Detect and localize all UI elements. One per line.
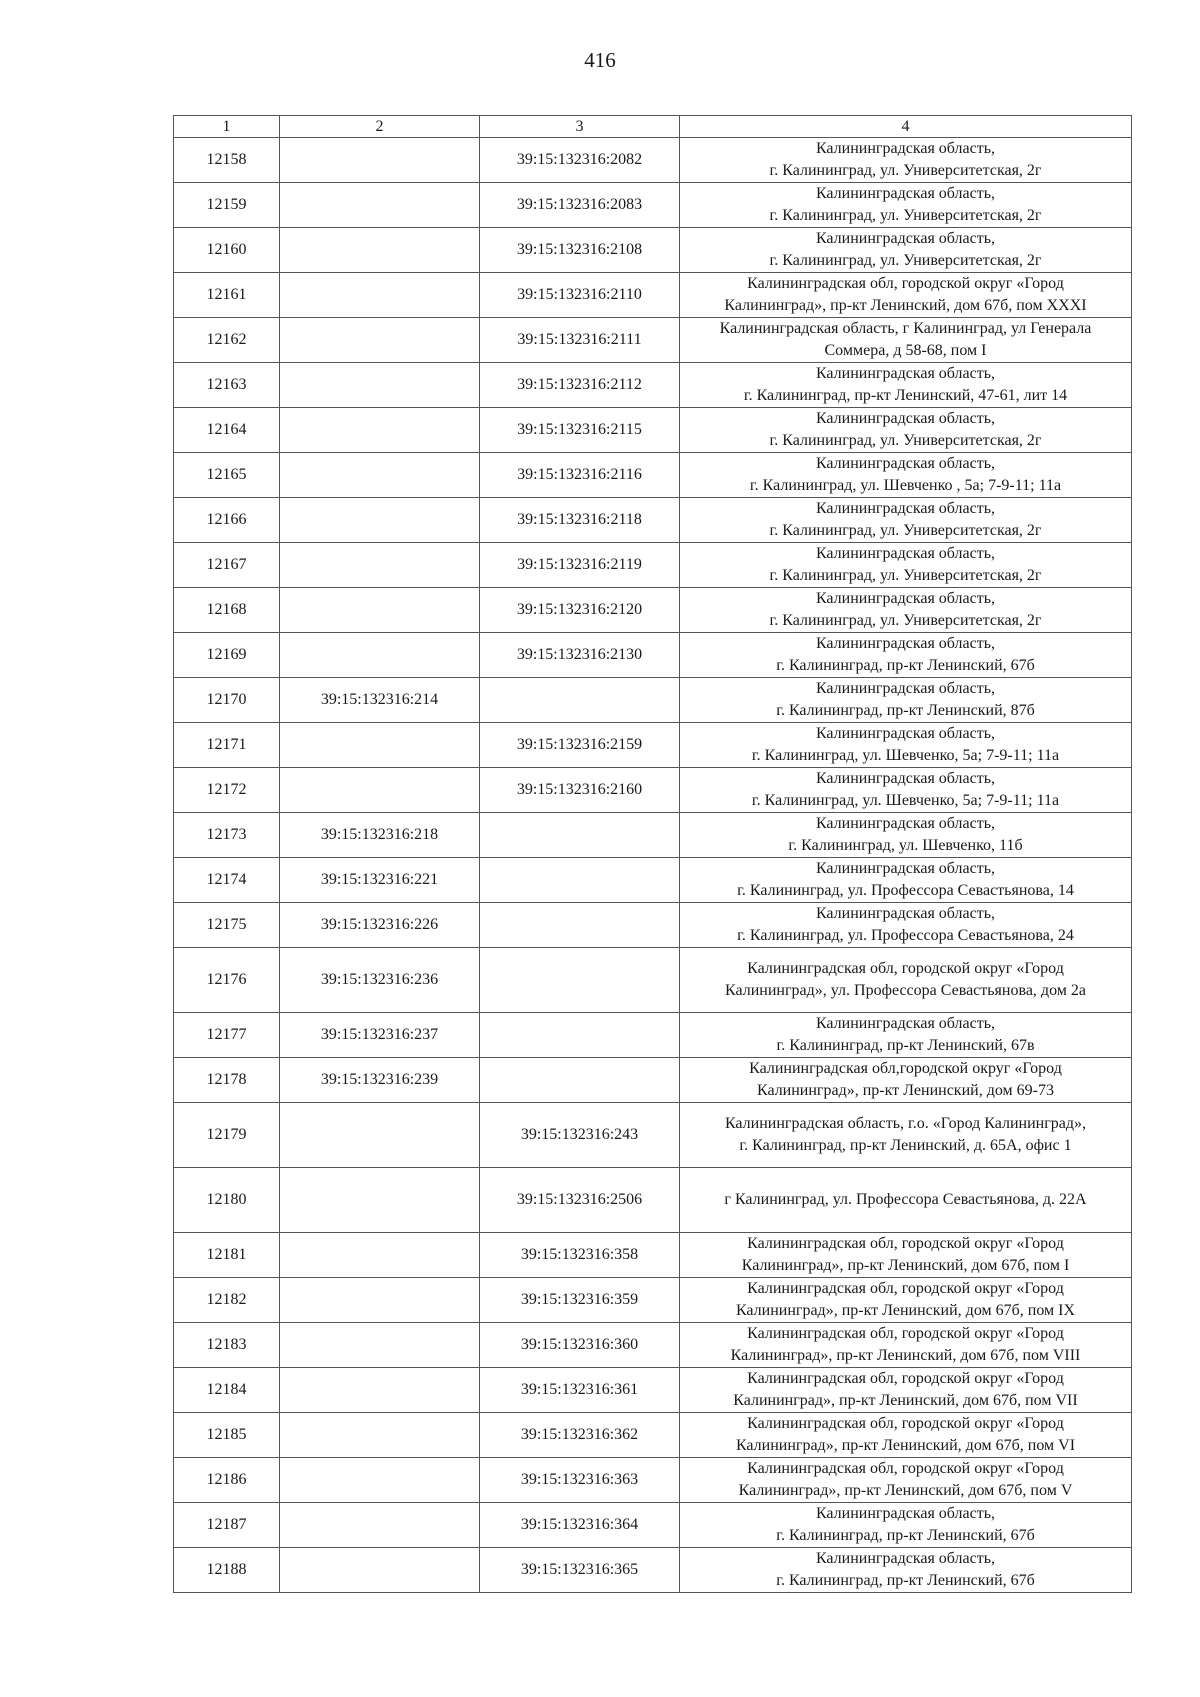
- cell-address: [680, 228, 1132, 273]
- table-row: [174, 1058, 1132, 1103]
- cell-address: [680, 498, 1132, 543]
- table-row: [174, 858, 1132, 903]
- cell-number: 12164: [174, 408, 280, 453]
- cell-cadastral-number-2: [280, 543, 480, 588]
- table-row: [174, 588, 1132, 633]
- cell-cadastral-number-2: [280, 1103, 480, 1168]
- address-line: Калининград», пр-кт Ленинский, дом 67б, пом VIII: [730, 1347, 1081, 1364]
- cell-address: [680, 138, 1132, 183]
- cell-cadastral-number-3: 39:15:132316:2082: [480, 138, 680, 183]
- cell-cadastral-number-3: 39:15:132316:365: [480, 1548, 680, 1593]
- address-line: г. Калининград, ул. Шевченко, 5а; 7-9-11; 11а: [751, 792, 1060, 809]
- cell-number: 12158: [174, 138, 280, 183]
- table-row: [174, 948, 1132, 1013]
- table-row: [174, 1503, 1132, 1548]
- cell-address: [680, 858, 1132, 903]
- cell-cadastral-number-3: 39:15:132316:360: [480, 1323, 680, 1368]
- address-line: г. Калининград, ул. Университетская, 2г: [769, 162, 1042, 179]
- cell-address: [680, 543, 1132, 588]
- cell-address: [680, 1503, 1132, 1548]
- cell-cadastral-number-2: 39:15:132316:218: [280, 813, 480, 858]
- cell-cadastral-number-3: 39:15:132316:2118: [480, 498, 680, 543]
- table-row: [174, 903, 1132, 948]
- cell-cadastral-number-2: [280, 1548, 480, 1593]
- table-row: [174, 273, 1132, 318]
- cell-number: 12187: [174, 1503, 280, 1548]
- table-row: [174, 768, 1132, 813]
- registry-table: [173, 115, 1132, 1593]
- cell-cadastral-number-2: 39:15:132316:239: [280, 1058, 480, 1103]
- address-line: Калининград», пр-кт Ленинский, дом 67б, пом VI: [735, 1437, 1076, 1454]
- cell-cadastral-number-2: [280, 1278, 480, 1323]
- address-line: Калининградская область,: [815, 860, 996, 877]
- cell-cadastral-number-2: 39:15:132316:236: [280, 948, 480, 1013]
- cell-cadastral-number-2: [280, 273, 480, 318]
- cell-number: 12170: [174, 678, 280, 723]
- cell-cadastral-number-3: 39:15:132316:2112: [480, 363, 680, 408]
- address-line: Калининградская область,: [815, 1015, 996, 1032]
- header-col-1: 1: [174, 116, 280, 138]
- address-line: г. Калининград, ул. Профессора Севастьянова, 14: [737, 882, 1074, 899]
- cell-cadastral-number-2: [280, 1413, 480, 1458]
- header-col-4: 4: [680, 116, 1132, 138]
- address-line: Калининградская обл, городской округ «Город: [747, 1235, 1064, 1252]
- table-row: [174, 498, 1132, 543]
- cell-cadastral-number-3: 39:15:132316:363: [480, 1458, 680, 1503]
- cell-cadastral-number-2: [280, 183, 480, 228]
- cell-cadastral-number-3: 39:15:132316:2160: [480, 768, 680, 813]
- cell-address: [680, 1278, 1132, 1323]
- address-line: г. Калининград, пр-кт Ленинский, 47-61, лит 14: [743, 387, 1068, 404]
- cell-cadastral-number-2: [280, 723, 480, 768]
- cell-cadastral-number-2: 39:15:132316:226: [280, 903, 480, 948]
- table-row: [174, 1413, 1132, 1458]
- cell-number: 12168: [174, 588, 280, 633]
- cell-number: 12160: [174, 228, 280, 273]
- table-row: [174, 363, 1132, 408]
- cell-address: [680, 273, 1132, 318]
- address-line: Калининградская область, г.о. «Город Калининград»,: [724, 1115, 1087, 1132]
- address-line: г. Калининград, ул. Университетская, 2г: [769, 252, 1042, 269]
- address-line: г. Калининград, ул. Университетская, 2г: [769, 207, 1042, 224]
- cell-number: 12177: [174, 1013, 280, 1058]
- address-line: Калининградская обл,городской округ «Город: [749, 1060, 1062, 1077]
- cell-cadastral-number-3: 39:15:132316:359: [480, 1278, 680, 1323]
- address-line: Соммера, д 58-68, пом I: [824, 342, 987, 359]
- address-line: г. Калининград, ул. Шевченко , 5а; 7-9-11; 11а: [749, 477, 1062, 494]
- address-line: Калининградская обл, городской округ «Город: [747, 1415, 1064, 1432]
- address-line: г. Калининград, ул. Университетская, 2г: [769, 612, 1042, 629]
- address-line: Калининградская область,: [815, 1550, 996, 1567]
- table-row: [174, 723, 1132, 768]
- table-row: [174, 1323, 1132, 1368]
- cell-address: [680, 903, 1132, 948]
- cell-address: [680, 318, 1132, 363]
- address-line: Калининградская область,: [815, 140, 996, 157]
- cell-cadastral-number-2: [280, 1168, 480, 1233]
- cell-cadastral-number-3: 39:15:132316:2159: [480, 723, 680, 768]
- cell-number: 12179: [174, 1103, 280, 1168]
- address-line: Калининградская область,: [815, 500, 996, 517]
- cell-cadastral-number-2: [280, 318, 480, 363]
- cell-number: 12184: [174, 1368, 280, 1413]
- cell-number: 12163: [174, 363, 280, 408]
- cell-cadastral-number-3: 39:15:132316:2506: [480, 1168, 680, 1233]
- cell-address: [680, 1458, 1132, 1503]
- address-line: г. Калининград, ул. Университетская, 2г: [769, 432, 1042, 449]
- cell-number: 12182: [174, 1278, 280, 1323]
- address-line: Калининградская обл, городской округ «Город: [747, 960, 1064, 977]
- cell-cadastral-number-3: 39:15:132316:2108: [480, 228, 680, 273]
- cell-cadastral-number-2: [280, 768, 480, 813]
- address-line: Калининградская обл, городской округ «Город: [747, 1325, 1064, 1342]
- address-line: Калининградская область,: [815, 590, 996, 607]
- address-line: г. Калининград, пр-кт Ленинский, 67б: [776, 1572, 1035, 1589]
- cell-cadastral-number-2: [280, 1323, 480, 1368]
- cell-address: [680, 1413, 1132, 1458]
- address-line: г Калининград, ул. Профессора Севастьянова, д. 22А: [724, 1191, 1087, 1208]
- address-line: Калининград», пр-кт Ленинский, дом 67б, пом I: [741, 1257, 1070, 1274]
- page-number: 416: [584, 48, 616, 72]
- cell-cadastral-number-3: 39:15:132316:364: [480, 1503, 680, 1548]
- cell-number: 12161: [174, 273, 280, 318]
- address-line: г. Калининград, пр-кт Ленинский, 67б: [776, 657, 1035, 674]
- address-line: Калининград», пр-кт Ленинский, дом 67б, пом IX: [735, 1302, 1076, 1319]
- cell-cadastral-number-2: 39:15:132316:214: [280, 678, 480, 723]
- cell-cadastral-number-2: 39:15:132316:221: [280, 858, 480, 903]
- cell-number: 12183: [174, 1323, 280, 1368]
- cell-number: 12173: [174, 813, 280, 858]
- cell-number: 12186: [174, 1458, 280, 1503]
- address-line: Калининградская область,: [815, 365, 996, 382]
- address-line: Калининградская область,: [815, 635, 996, 652]
- address-line: Калининградская область,: [815, 545, 996, 562]
- cell-cadastral-number-2: [280, 633, 480, 678]
- cell-number: 12162: [174, 318, 280, 363]
- cell-number: 12188: [174, 1548, 280, 1593]
- address-line: г. Калининград, пр-кт Ленинский, д. 65А, офис 1: [739, 1137, 1072, 1154]
- cell-address: [680, 1013, 1132, 1058]
- cell-address: [680, 408, 1132, 453]
- cell-cadastral-number-3: [480, 813, 680, 858]
- cell-address: [680, 1058, 1132, 1103]
- cell-address: [680, 723, 1132, 768]
- address-line: Калининград», пр-кт Ленинский, дом 69-73: [756, 1082, 1054, 1099]
- cell-number: 12171: [174, 723, 280, 768]
- cell-cadastral-number-2: [280, 1233, 480, 1278]
- address-line: г. Калининград, пр-кт Ленинский, 87б: [776, 702, 1035, 719]
- address-line: Калининградская область,: [815, 770, 996, 787]
- cell-cadastral-number-3: [480, 858, 680, 903]
- address-line: Калининград», ул. Профессора Севастьянова, дом 2а: [725, 982, 1086, 999]
- cell-address: [680, 813, 1132, 858]
- cell-number: 12172: [174, 768, 280, 813]
- table-row: [174, 228, 1132, 273]
- cell-number: 12178: [174, 1058, 280, 1103]
- cell-cadastral-number-2: 39:15:132316:237: [280, 1013, 480, 1058]
- cell-cadastral-number-3: 39:15:132316:2120: [480, 588, 680, 633]
- cell-address: [680, 453, 1132, 498]
- cell-cadastral-number-2: [280, 453, 480, 498]
- header-row: [174, 116, 1132, 138]
- cell-number: 12175: [174, 903, 280, 948]
- cell-cadastral-number-3: 39:15:132316:362: [480, 1413, 680, 1458]
- cell-number: 12185: [174, 1413, 280, 1458]
- cell-cadastral-number-2: [280, 1368, 480, 1413]
- cell-address: [680, 1168, 1132, 1233]
- cell-cadastral-number-2: [280, 138, 480, 183]
- cell-cadastral-number-3: [480, 903, 680, 948]
- cell-cadastral-number-3: [480, 1013, 680, 1058]
- cell-cadastral-number-3: 39:15:132316:243: [480, 1103, 680, 1168]
- table-row: [174, 1368, 1132, 1413]
- table-row: [174, 318, 1132, 363]
- cell-cadastral-number-3: 39:15:132316:2111: [480, 318, 680, 363]
- address-line: Калининградская область,: [815, 230, 996, 247]
- table-row: [174, 1548, 1132, 1593]
- cell-address: [680, 183, 1132, 228]
- cell-number: 12166: [174, 498, 280, 543]
- address-line: Калининградская обл, городской округ «Город: [747, 1370, 1064, 1387]
- cell-number: 12169: [174, 633, 280, 678]
- cell-cadastral-number-2: [280, 1503, 480, 1548]
- cell-address: [680, 1323, 1132, 1368]
- cell-number: 12165: [174, 453, 280, 498]
- address-line: Калининградская область,: [815, 680, 996, 697]
- table-row: [174, 1278, 1132, 1323]
- cell-cadastral-number-2: [280, 498, 480, 543]
- address-line: г. Калининград, ул. Шевченко, 5а; 7-9-11; 11а: [751, 747, 1060, 764]
- table-row: [174, 633, 1132, 678]
- cell-cadastral-number-3: 39:15:132316:358: [480, 1233, 680, 1278]
- table-row: [174, 1233, 1132, 1278]
- address-line: Калининград», пр-кт Ленинский, дом 67б, пом VII: [733, 1392, 1078, 1409]
- registry-table-body: [174, 138, 1132, 1593]
- cell-address: [680, 633, 1132, 678]
- cell-cadastral-number-3: 39:15:132316:2116: [480, 453, 680, 498]
- address-line: Калининградская область,: [815, 185, 996, 202]
- address-line: Калининградская область,: [815, 905, 996, 922]
- address-line: Калининград», пр-кт Ленинский, дом 67б, пом XXXI: [724, 297, 1087, 314]
- address-line: Калининградская область,: [815, 410, 996, 427]
- address-line: Калининградская область, г Калининград, ул Генерала: [719, 320, 1092, 337]
- cell-address: [680, 948, 1132, 1013]
- cell-address: [680, 768, 1132, 813]
- cell-cadastral-number-3: 39:15:132316:2130: [480, 633, 680, 678]
- cell-address: [680, 1368, 1132, 1413]
- cell-cadastral-number-3: 39:15:132316:2110: [480, 273, 680, 318]
- address-line: г. Калининград, ул. Профессора Севастьянова, 24: [737, 927, 1074, 944]
- address-line: Калининградская обл, городской округ «Город: [747, 1460, 1064, 1477]
- address-line: Калининградская обл, городской округ «Город: [747, 1280, 1064, 1297]
- table-row: [174, 813, 1132, 858]
- address-line: г. Калининград, пр-кт Ленинский, 67б: [776, 1527, 1035, 1544]
- cell-address: [680, 678, 1132, 723]
- cell-cadastral-number-2: [280, 408, 480, 453]
- cell-number: 12174: [174, 858, 280, 903]
- table-row: [174, 453, 1132, 498]
- cell-cadastral-number-3: [480, 948, 680, 1013]
- table-row: [174, 183, 1132, 228]
- cell-number: 12180: [174, 1168, 280, 1233]
- address-line: г. Калининград, ул. Шевченко, 11б: [788, 837, 1023, 854]
- header-col-3: 3: [480, 116, 680, 138]
- cell-address: [680, 1103, 1132, 1168]
- cell-number: 12176: [174, 948, 280, 1013]
- cell-number: 12159: [174, 183, 280, 228]
- cell-cadastral-number-2: [280, 228, 480, 273]
- address-line: Калининградская область,: [815, 455, 996, 472]
- table-row: [174, 1103, 1132, 1168]
- table-row: [174, 1013, 1132, 1058]
- cell-cadastral-number-2: [280, 363, 480, 408]
- address-line: г. Калининград, ул. Университетская, 2г: [769, 567, 1042, 584]
- address-line: Калининградская область,: [815, 725, 996, 742]
- table-row: [174, 543, 1132, 588]
- cell-number: 12181: [174, 1233, 280, 1278]
- table-row: [174, 138, 1132, 183]
- address-line: г. Калининград, пр-кт Ленинский, 67в: [776, 1037, 1035, 1054]
- header-col-2: 2: [280, 116, 480, 138]
- cell-cadastral-number-3: 39:15:132316:2083: [480, 183, 680, 228]
- cell-cadastral-number-3: 39:15:132316:2115: [480, 408, 680, 453]
- table-row: [174, 678, 1132, 723]
- cell-address: [680, 1548, 1132, 1593]
- cell-address: [680, 363, 1132, 408]
- table-row: [174, 1168, 1132, 1233]
- cell-cadastral-number-2: [280, 1458, 480, 1503]
- table-row: [174, 1458, 1132, 1503]
- address-line: Калининградская область,: [815, 815, 996, 832]
- cell-cadastral-number-2: [280, 588, 480, 633]
- cell-address: [680, 1233, 1132, 1278]
- cell-cadastral-number-3: [480, 678, 680, 723]
- cell-cadastral-number-3: 39:15:132316:361: [480, 1368, 680, 1413]
- cell-cadastral-number-3: [480, 1058, 680, 1103]
- cell-cadastral-number-3: 39:15:132316:2119: [480, 543, 680, 588]
- address-line: Калининградская обл, городской округ «Город: [747, 275, 1064, 292]
- address-line: Калининград», пр-кт Ленинский, дом 67б, пом V: [738, 1482, 1073, 1499]
- cell-number: 12167: [174, 543, 280, 588]
- table-row: [174, 408, 1132, 453]
- cell-address: [680, 588, 1132, 633]
- address-line: Калининградская область,: [815, 1505, 996, 1522]
- address-line: г. Калининград, ул. Университетская, 2г: [769, 522, 1042, 539]
